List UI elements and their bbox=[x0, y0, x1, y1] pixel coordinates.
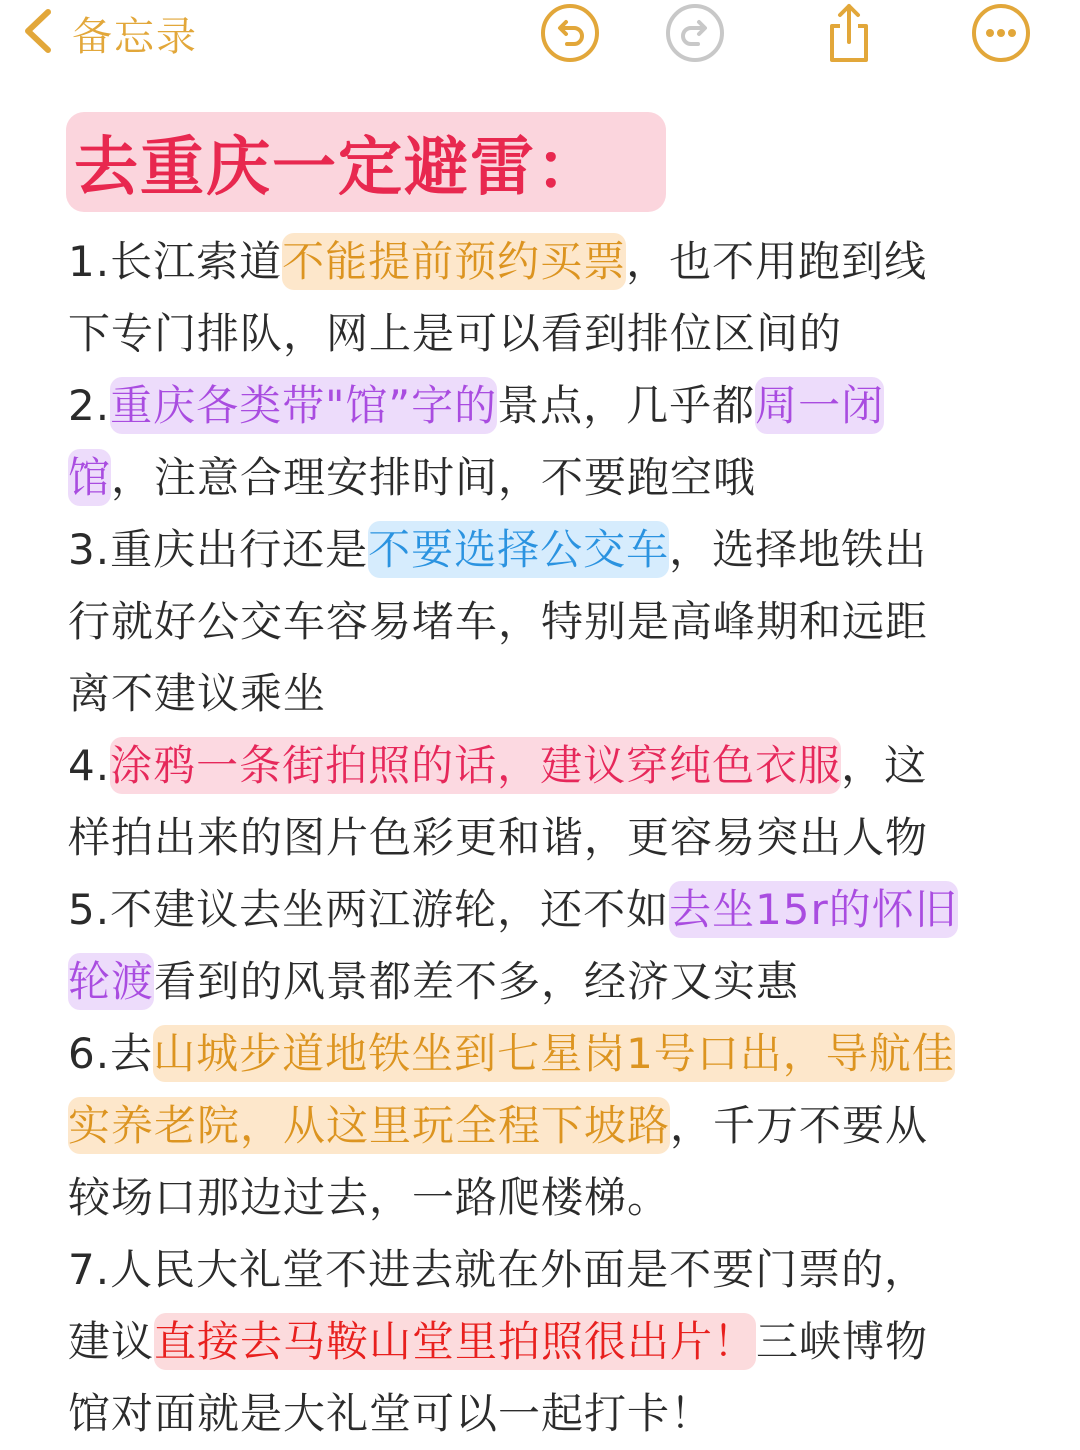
note-line bbox=[68, 658, 1028, 730]
line-text: ，也不用跑到线 bbox=[626, 237, 928, 286]
back-label: 备忘录 bbox=[72, 13, 198, 60]
note-line bbox=[68, 730, 1028, 802]
note-line bbox=[68, 514, 1028, 586]
note-line bbox=[68, 370, 1028, 442]
highlighted-text: 直接去马鞍山堂里拍照很出片！ bbox=[154, 1313, 756, 1370]
note-line bbox=[68, 442, 1028, 514]
highlighted-text: 不能提前预约买票 bbox=[282, 233, 626, 290]
highlighted-text: 实养老院，从这里玩全程下坡路 bbox=[68, 1097, 670, 1154]
note-line bbox=[68, 874, 1028, 946]
highlighted-text: 周一闭 bbox=[755, 377, 884, 434]
note-line bbox=[68, 298, 1028, 370]
note-line bbox=[68, 1306, 1028, 1378]
highlighted-text: 去坐15r的怀旧 bbox=[669, 881, 958, 938]
line-text: ，选择地铁出 bbox=[669, 525, 928, 574]
highlighted-text: 重庆各类带"馆”字的 bbox=[110, 377, 497, 434]
line-text: 5.不建议去坐两江游轮，还不如 bbox=[68, 885, 670, 934]
note-line bbox=[68, 802, 1028, 874]
line-text: 建议 bbox=[68, 1317, 155, 1366]
line-text: 离不建议乘坐 bbox=[68, 669, 327, 718]
line-text: 2. bbox=[68, 381, 111, 430]
line-text: 看到的风景都差不多，经济又实惠 bbox=[154, 957, 800, 1006]
note-line bbox=[68, 586, 1028, 658]
more-button[interactable] bbox=[970, 4, 1032, 66]
line-text: 行就好公交车容易堵车，特别是高峰期和远距 bbox=[68, 597, 929, 646]
share-button[interactable] bbox=[818, 4, 880, 66]
note-body[interactable] bbox=[68, 226, 1028, 1450]
line-text: 1.长江索道 bbox=[68, 237, 283, 286]
note-line bbox=[68, 1234, 1028, 1306]
note-line bbox=[68, 1378, 1028, 1450]
back-button[interactable] bbox=[18, 6, 198, 60]
note-line bbox=[68, 1018, 1028, 1090]
line-text: ，千万不要从 bbox=[670, 1101, 929, 1150]
highlighted-text: 不要选择公交车 bbox=[368, 521, 669, 578]
more-icon bbox=[970, 2, 1032, 68]
redo-icon bbox=[664, 2, 726, 68]
note-title: 去重庆一定避雷： bbox=[74, 131, 602, 205]
undo-button[interactable] bbox=[539, 4, 601, 66]
line-text: ，这 bbox=[841, 741, 928, 790]
line-text: 3.重庆出行还是 bbox=[68, 525, 369, 574]
note-line bbox=[68, 1162, 1028, 1234]
highlighted-text: 山城步道地铁坐到七星岗1号口出，导航佳 bbox=[153, 1025, 955, 1082]
line-text: 4. bbox=[68, 741, 111, 790]
toolbar bbox=[0, 0, 1080, 70]
highlighted-text: 馆 bbox=[68, 449, 111, 506]
note-line bbox=[68, 226, 1028, 298]
line-text: 较场口那边过去，一路爬楼梯。 bbox=[68, 1173, 671, 1222]
line-text: 样拍出来的图片色彩更和谐，更容易突出人物 bbox=[68, 813, 929, 862]
back-chevron-icon bbox=[18, 6, 60, 60]
line-text: 馆对面就是大礼堂可以一起打卡！ bbox=[68, 1389, 714, 1438]
line-text: 三峡博物 bbox=[756, 1317, 929, 1366]
undo-icon bbox=[539, 2, 601, 68]
line-text: 7.人民大礼堂不进去就在外面是不要门票的， bbox=[68, 1245, 928, 1294]
line-text: 下专门排队，网上是可以看到排位区间的 bbox=[68, 309, 843, 358]
note-line bbox=[68, 1090, 1028, 1162]
line-text: ，注意合理安排时间，不要跑空哦 bbox=[111, 453, 757, 502]
redo-button[interactable] bbox=[664, 4, 726, 66]
highlighted-text: 涂鸦一条街拍照的话，建议穿纯色衣服 bbox=[110, 737, 841, 794]
highlighted-text: 轮渡 bbox=[68, 953, 154, 1010]
line-text: 6.去 bbox=[68, 1029, 154, 1078]
note-line bbox=[68, 946, 1028, 1018]
line-text: 景点，几乎都 bbox=[497, 381, 756, 430]
share-icon bbox=[818, 2, 880, 68]
